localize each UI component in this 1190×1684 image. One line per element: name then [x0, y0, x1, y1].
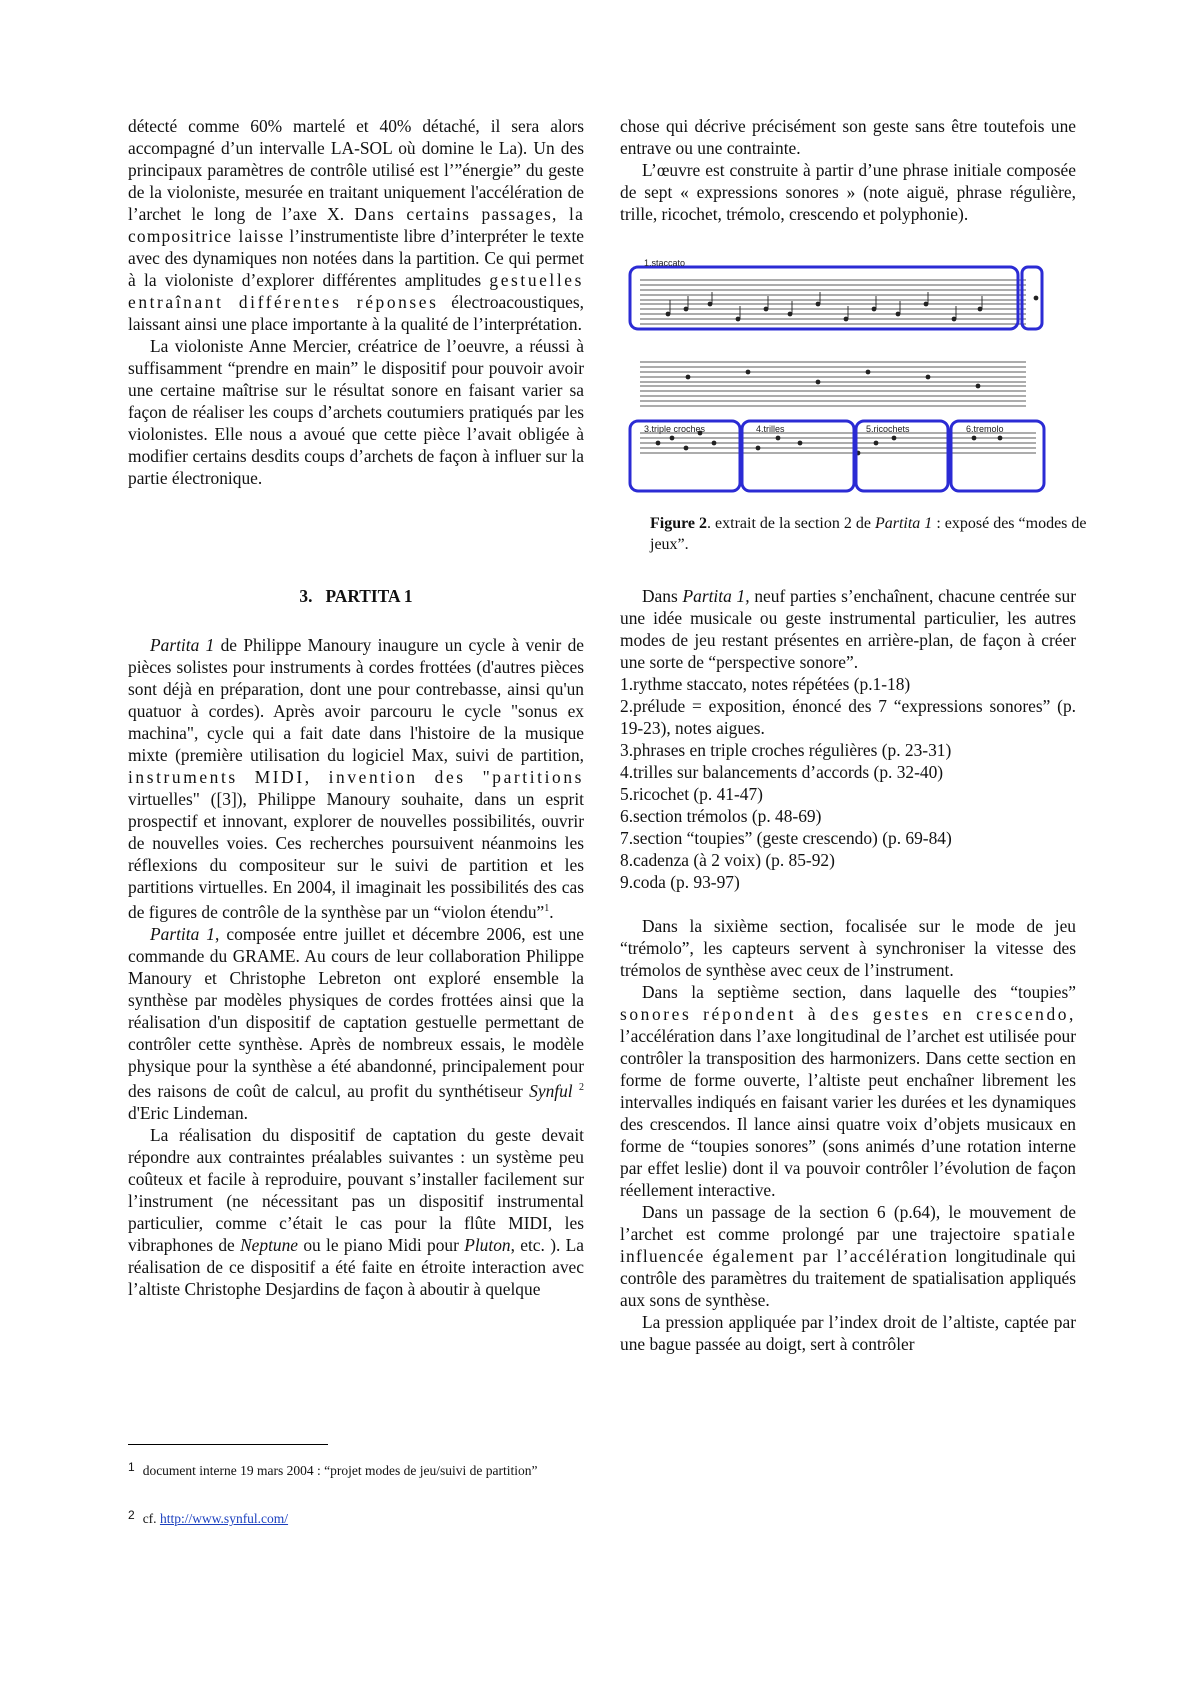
paragraph-left-2: La violoniste Anne Mercier, créatrice de l’oeuvre, a réussi à suffisamment “prendre en main” le dispositif pour pouvoir avoir une certaine maîtrise sur le résultat sonore en faisant varier sa façon de réaliser les coups d’archets coutumiers pratiqués par les violonistes. Elle nous a avoué que cette pièce l’avait obligée à modifier certains desdits coups d’archets de façon à influer sur la partie électronique.: [128, 336, 584, 488]
label-tremolo: 6.tremolo: [966, 424, 1004, 434]
footnote-ref-2: 2: [578, 1081, 584, 1093]
synful-link[interactable]: http://www.synful.com/: [159, 1511, 289, 1526]
label-ricochets: 5.ricochets: [866, 424, 910, 434]
label-triple-croches: 3.triple croches: [644, 424, 706, 434]
right-column-body: [620, 585, 1076, 1355]
label-staccato: 1.staccato: [644, 258, 686, 268]
left-column-top: [128, 115, 584, 489]
list-item: 8.cadenza (à 2 voix) (p. 85-92): [620, 850, 835, 870]
figure-caption: Figure 2. extrait de la section 2 de Partita 1 : exposé des “modes de jeux”.: [650, 515, 1087, 553]
list-item: 5.ricochet (p. 41-47): [620, 784, 763, 804]
left-column-body: [128, 634, 584, 1300]
list-item: 1.rythme staccato, notes répétées (p.1-18): [620, 674, 911, 694]
paragraph-body-3: La réalisation du dispositif de captation du geste devait répondre aux contraintes préalables suivantes : un système peu coûteux et facile à reproduire, pouvant s’installer facilement sur l’instrument (ne nécessitant pas un dispositif instrumental particulier, comme c’était le cas pour la flûte MIDI, les vibraphones de Neptune ou le piano Midi pour Pluton, etc. ). La réalisation de ce dispositif a été faite en étroite interaction avec l’altiste Christophe Desjardins de façon à aboutir à quelque: [128, 1124, 584, 1299]
paragraph-left-1: détecté comme 60% martelé et 40% détaché, il sera alors accompagné d’un intervalle LA-SOL où domine le La). Un des principaux paramètres de contrôle utilisé est l’”énergie” du geste de la violoniste, mesurée en traitant uniquement l'accélération de l’archet le long de l’axe X. Dans certains passages, la compositrice laisse l’instrumentiste libre d’interpréter le texte avec des dynamiques non notées dans la partition. Ce qui permet à la violoniste d’explorer différentes amplitudes gestuelles entraînant différentes réponses électroacoustiques, laissant ainsi une place importante à la qualité de l’interprétation.: [128, 116, 584, 334]
label-trilles: 4.trilles: [756, 424, 785, 434]
footnote-1: $^1$ document interne 19 mars 2004 : “projet modes de jeu/suivi de partition”: [128, 1460, 538, 1478]
footnote-2: $^2$ cf. http://www.synful.com/: [128, 1508, 289, 1526]
paragraph-body-right-2: Dans la sixième section, focalisée sur le mode de jeu “trémolo”, les capteurs servent à synchroniser la vitesse des trémolos de synthèse avec ceux de l’instrument.: [620, 916, 1076, 980]
list-item: 6.section trémolos (p. 48-69): [620, 806, 822, 826]
paragraph-right-1: chose qui décrive précisément son geste sans être toutefois une entrave ou une contrainte.: [620, 116, 1076, 158]
right-column-top: [620, 115, 1076, 225]
footnote-ref-1: 1: [544, 903, 550, 914]
list-item: 2.prélude = exposition, énoncé des 7 “expressions sonores” (p. 19-23), notes aigues.: [620, 696, 1076, 738]
paragraph-body-right-5: La pression appliquée par l’index droit de l’altiste, captée par une bague passée au doigt, sert à contrôler: [620, 1312, 1076, 1354]
parts-list: [620, 673, 1076, 893]
paragraph-body-right-3: Dans la septième section, dans laquelle des “toupies” sonores répondent à des gestes en crescendo, l’accélération dans l’axe longitudinal de l’archet est utilisée pour contrôler la transposition des harmonizers. Dans cette section en forme de forme ouverte, l’altiste peut enchaîner librement les intervalles indiqués en faisant varier les durées et les dynamiques des crescendos. Il lance ainsi quatre voix d’objets musicaux en forme de “toupies sonores” (sons animés d’une rotation interne par effet leslie) dont il va pouvoir contrôler l’évolution de façon réellement interactive.: [620, 982, 1076, 1200]
section-heading: [128, 585, 584, 607]
paragraph-body-1: Partita 1 de Philippe Manoury inaugure un cycle à venir de pièces solistes pour instruments à cordes frottées (d'autres pièces sont déjà en préparation, dont une pour contrebasse, ainsi qu'un quatuor à cordes). Après avoir parcouru le cycle "sonus ex machina", cycle qui a fait date dans l'histoire de la musique mixte (première utilisation du logiciel Max, suivi de partition, instruments MIDI, invention des "partitions virtuelles" ([3]), Philippe Manoury souhaite, dans un esprit prospectif et innovant, explorer de nouvelles possibilités, ouvrir de nouvelles voies. Ces recherches poursuivent néanmoins les réflexions du compositeur sur le suivi de partition et les partitions virtuelles. En 2004, il imaginait les possibilités des cas de figures de contrôle de la synthèse par un “violon étendu”$^1$.: [128, 635, 584, 922]
section-title: PARTITA 1: [325, 586, 413, 606]
paragraph-body-right-4: Dans un passage de la section 6 (p.64), le mouvement de l’archet est comme prolongé par une trajectoire spatiale influencée également par l’accélération longitudinale qui contrôle des paramètres du traitement de spatialisation appliqués aux sons de synthèse.: [620, 1202, 1076, 1310]
paragraph-right-2: L’œuvre est construite à partir d’une phrase initiale composée de sept « expressions sonores » (note aiguë, phrase régulière, trille, ricochet, trémolo, crescendo et polyphonie).: [620, 160, 1076, 224]
figure-score-excerpt: [628, 258, 1048, 500]
paragraph-body-right-1: Dans Partita 1, neuf parties s’enchaînent, chacune centrée sur une idée musicale ou geste instrumental particulier, les autres modes de jeu restant présentes en arrière-plan, de façon à créer une sorte de “perspective sonore”.: [620, 586, 1076, 672]
section-number: 3.: [299, 586, 313, 606]
paragraph-body-2: Partita 1, composée entre juillet et décembre 2006, est une commande du GRAME. Au cours de leur collaboration Philippe Manoury et Christophe Lebreton ont exploré ensemble la synthèse par modèles physiques de cordes frottées ainsi que la réalisation d'un dispositif de captation gestuelle permettant de contrôler cette synthèse. Après de nombreux essais, le modèle physique pour la synthèse a été abandonné, principalement pour des raisons de coût de calcul, au profit du synthétiseur Synful $^2$ d'Eric Lindeman.: [128, 923, 584, 1123]
list-item: 3.phrases en triple croches régulières (p. 23-31): [620, 740, 952, 760]
footnote-separator: [128, 1444, 328, 1445]
list-item: 7.section “toupies” (geste crescendo) (p. 69-84): [620, 828, 952, 848]
list-item: 4.trilles sur balancements d’accords (p. 32-40): [620, 762, 944, 782]
list-item: 9.coda (p. 93-97): [620, 872, 740, 892]
